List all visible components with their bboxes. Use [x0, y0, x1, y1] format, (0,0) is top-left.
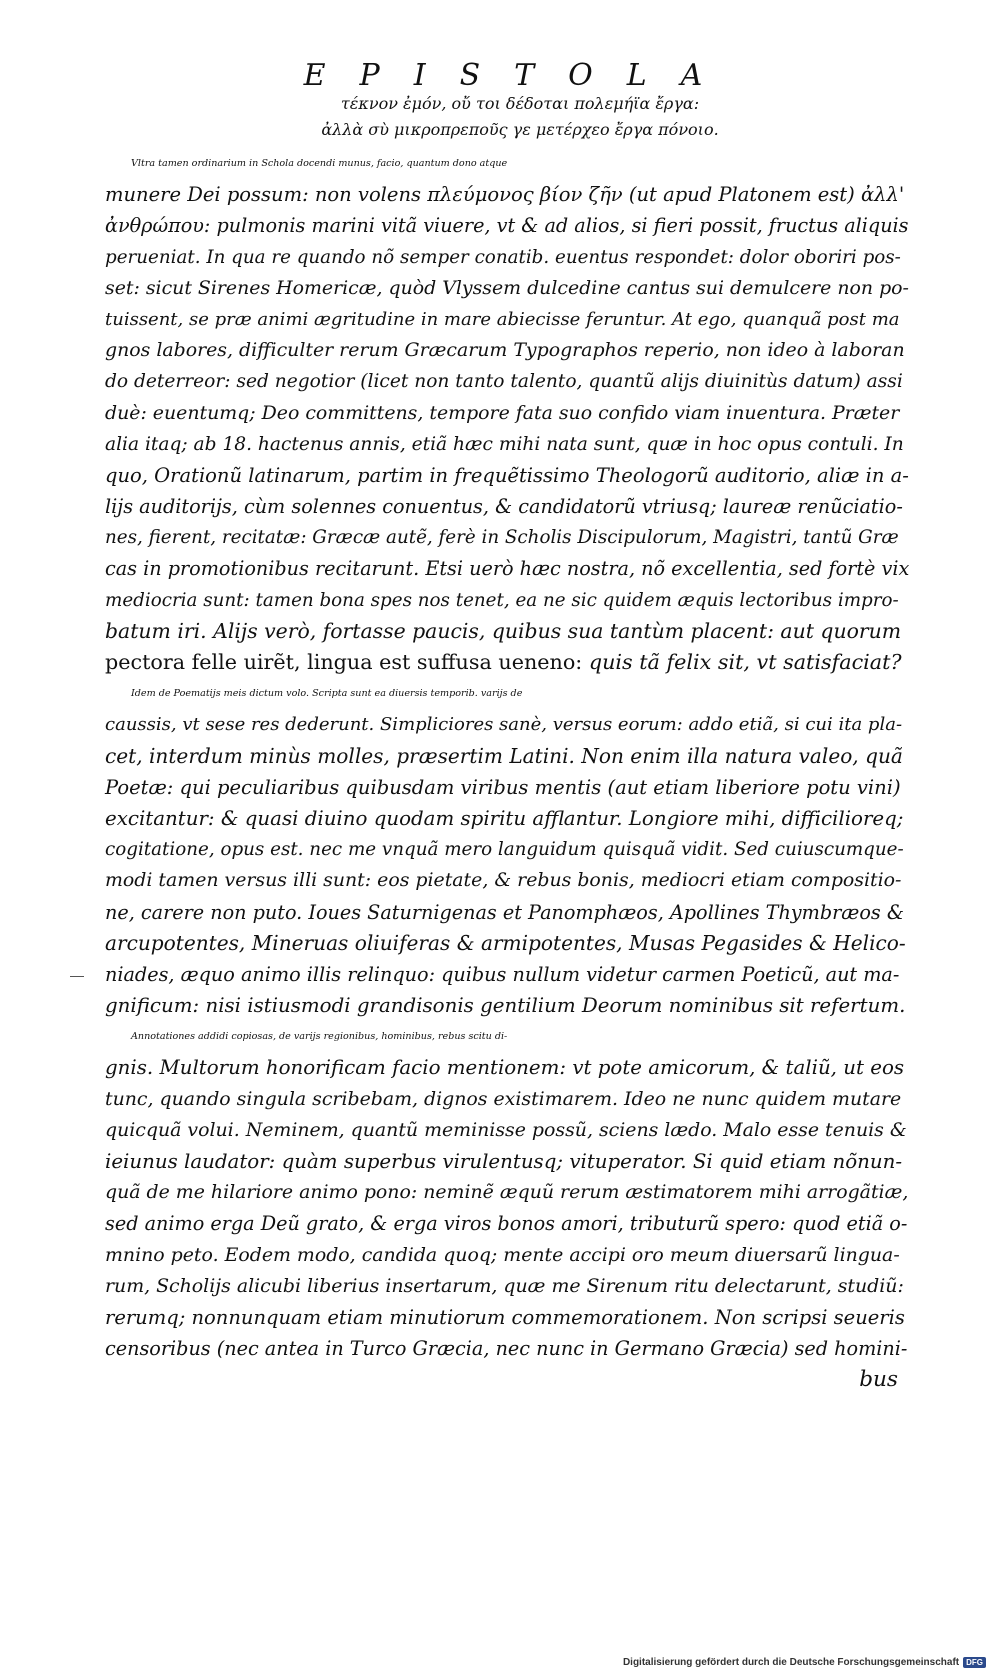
- text-line: niades, æquo animo illis relinquo: quibus nullum videtur carmen Poeticũ, aut ma-: [105, 962, 900, 986]
- text-line: gnis. Multorum honorificam facio mentionem: vt pote amicorum, & taliũ, ut eos: [105, 1056, 905, 1080]
- text-line: mnino peto. Eodem modo, candida quoq; mente accipi oro meum diuersarũ lingua-: [105, 1243, 900, 1266]
- text-line: Idem de Poematijs meis dictum volo. Scripta sunt ea diuersis temporib. varijs de: [131, 688, 523, 700]
- italic-continuation: quis tã felix sit, vt satisfaciat?: [582, 650, 902, 674]
- text-line: set: sicut Sirenes Homericæ, quòd Vlyssem dulcedine cantus sui demulcere non po-: [105, 276, 909, 299]
- text-line: gnos labores, difficulter rerum Græcarum Typographos reperio, non ideo à laboran: [105, 339, 905, 362]
- catchword: bus: [859, 1367, 898, 1393]
- text-line: tuissent, se præ animi ægritudine in mare abiecisse feruntur. At ego, quanquã post ma: [105, 308, 900, 330]
- text-line: modi tamen versus illi sunt: eos pietate, & rebus bonis, mediocri etiam compositio-: [105, 869, 902, 892]
- greek-motto-line-2: ἀλλὰ σὺ μικροπρεποῦς γε μετέρχεο ἔργα πόνοιο.: [321, 120, 719, 139]
- text-line: caussis, vt sese res dederunt. Simpliciores sanè, versus eorum: addo etiã, si cui ita pla-: [105, 714, 903, 736]
- text-line: quicquã volui. Neminem, quantũ meminisse possũ, sciens lædo. Malo esse tenuis &: [105, 1118, 907, 1141]
- text-line: Vltra tamen ordinarium in Schola docendi munus, facio, quantum dono atque: [131, 158, 508, 169]
- text-line: do deterreor: sed negotior (licet non tanto talento, quantũ alijs diuinitùs datum) assi: [105, 371, 903, 393]
- text-line: cet, interdum minùs molles, præsertim Latini. Non enim illa natura valeo, quã: [105, 743, 903, 768]
- credit-text: Digitalisierung gefördert durch die Deutsche Forschungsgemeinschaft: [622, 1657, 960, 1668]
- text-line: [105, 647, 910, 678]
- text-line: sed animo erga Deũ grato, & erga viros bonos amori, tributurũ spero: quod etiã o-: [105, 1212, 908, 1236]
- digitization-credit: [623, 1657, 986, 1668]
- margin-mark: [70, 976, 84, 977]
- text-line: cogitatione, opus est. nec me vnquã mero languidum quisquã vidit. Sed cuiuscumque-: [105, 839, 904, 861]
- text-line: arcupotentes, Mineruas oliuiferas & armipotentes, Musas Pegasides & Helico-: [105, 930, 906, 955]
- text-line: cas in promotionibus recitarunt. Etsi uerò hæc nostra, nõ excellentia, sed fortè vix: [105, 557, 910, 581]
- text-line: quã de me hilariore animo pono: neminẽ æquũ rerum æstimatorem mihi arrogãtiæ,: [105, 1181, 909, 1204]
- text-line: Annotationes addidi copiosas, de varijs regionibus, hominibus, rebus scitu di-: [131, 1031, 508, 1043]
- text-line: rerumq; nonnunquam etiam minutiorum commemorationem. Non scripsi seueris: [105, 1305, 905, 1329]
- text-line: lijs auditorijs, cùm solennes conuentus, & candidatorũ vtriusq; laureæ renũciatio-: [105, 495, 903, 519]
- text-line: ἀνθρώπου: pulmonis marini vitã viuere, vt & ad alios, si fieri possit, fructus aliquis: [105, 214, 909, 238]
- text-line: ne, carere non puto. Ioues Saturnigenas et Panomphæos, Apollines Thymbræos &: [105, 900, 904, 924]
- roman-quotation: pectora felle uirẽt, lingua est suffusa ueneno:: [105, 650, 583, 674]
- text-line: gnificum: nisi istiusmodi grandisonis gentilium Deorum nominibus sit refertum.: [105, 994, 906, 1018]
- epistle-body: [105, 148, 910, 1396]
- text-line: batum iri. Alijs verò, fortasse paucis, quibus sua tantùm placent: aut quorum: [105, 618, 902, 643]
- text-line: mediocria sunt: tamen bona spes nos tenet, ea ne sic quidem æquis lectoribus impro-: [105, 589, 899, 611]
- text-line: duè: euentumq; Deo committens, tempore fata suo confido viam inuentura. Præter: [105, 401, 900, 424]
- text-line: censoribus (nec antea in Turco Græcia, nec nunc in Germano Græcia) sed homini-: [105, 1337, 908, 1361]
- dfg-logo-icon: DFG: [963, 1657, 986, 1668]
- text-line: rum, Scholijs alicubi liberius insertarum, quæ me Sirenum ritu delectarunt, studiũ:: [105, 1274, 904, 1297]
- running-head-title: EPISTOLA: [303, 58, 737, 93]
- greek-motto-line-1: τέκνον ἐμόν, οὔ τοι δέδοται πολεμήϊα ἔργα:: [340, 94, 700, 113]
- text-line: excitantur: & quasi diuino quodam spiritu afflantur. Longiore mihi, difficilioreq;: [105, 806, 904, 830]
- text-line: ieiunus laudator: quàm superbus virulentusq; vituperator. Si quid etiam nõnun-: [105, 1150, 903, 1173]
- text-line: quo, Orationũ latinarum, partim in frequẽtissimo Theologorũ auditorio, aliæ in a-: [105, 463, 909, 487]
- text-line: tunc, quando singula scribebam, dignos existimarem. Ideo ne nunc quidem mutare: [105, 1087, 902, 1110]
- text-line: munere Dei possum: non volens πλεύμονος βίον ζῆν (ut apud Platonem est) ἀλλ': [105, 183, 905, 207]
- text-line: alia itaq; ab 18. hactenus annis, etiã hæc mihi nata sunt, quæ in hoc opus contuli. In: [105, 433, 904, 455]
- text-line: nes, fierent, recitatæ: Græcæ autẽ, ferè in Scholis Discipulorum, Magistri, tantũ Græ: [105, 527, 899, 549]
- text-line: perueniat. In qua re quando nõ semper conatib. euentus respondet: dolor oboriri pos-: [105, 246, 901, 268]
- text-line: Poetæ: qui peculiaribus quibusdam viribus mentis (aut etiam liberiore potu vini): [105, 775, 901, 799]
